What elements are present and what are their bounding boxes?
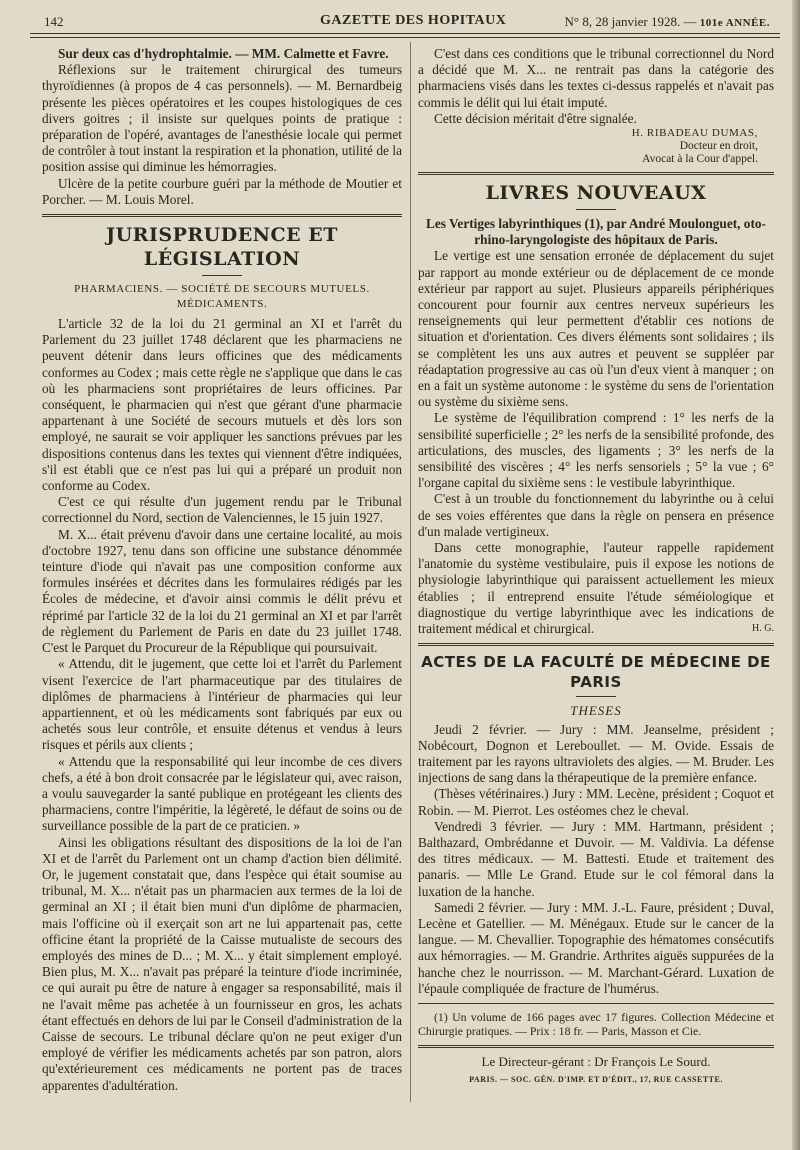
- page-edge-shadow: [792, 0, 800, 1150]
- theses-entry: (Thèses vétérinaires.) Jury : MM. Lecène, président ; Coquot et Robin. — M. Pierrot. Les ostéomes chez le cheval.: [418, 786, 774, 818]
- livres-title: LIVRES NOUVEAUX: [485, 182, 707, 205]
- header-rule: [30, 37, 780, 38]
- jurisprudence-paragraph: « Attendu que la responsabilité qui leur incombe de ces divers chefs, a été à bon droit consacrée par le législateur qui, avec raison, a voulu sauvegarder la santé publique en protégeant les clients des pharmaciens, contre l'impéritie, la légèreté, le défaut de soins ou de surveillance possible de la part de ce praticien. »: [42, 753, 402, 834]
- theses-entry: Jeudi 2 février. — Jury : MM. Jeanselme, président ; Nobécourt, Dognon et Lereboullet. — M. Ovide. Essais de traitement par les rayons ultraviolets des algies. — M. Bruder. Les injections de sang dans la thérapeutique de la première enfance.: [418, 721, 774, 786]
- item-hydrophtalmie: Sur deux cas d'hydrophtalmie. — MM. Calmette et Favre.: [58, 46, 389, 61]
- title-rule: [576, 209, 616, 210]
- book-paragraph: C'est à un trouble du fonctionnement du labyrinthe ou à celui de ses voies efférentes que dans la règle on pensera en présence d'un malade vertigineux.: [418, 491, 774, 539]
- signature-title: Avocat à la Cour d'appel.: [642, 153, 758, 166]
- column-divider: [410, 42, 411, 1102]
- book-paragraph: Le système de l'équilibration comprend : 1° les nerfs de la sensibilité superficielle ; 2° les nerfs de la sensibilité profonde, des articulations, des muscles, des ligaments ; 3° les nerfs de la sensibilité des viscères ; 4° les nerfs sensoriels ; 5° la vue ; 6° l'organe capital du sixième sens : le vestibule labyrinthique.: [418, 410, 774, 491]
- title-rule: [576, 696, 616, 697]
- book-heading: Les Vertiges labyrinthiques (1), par André Moulonguet, oto-rhino-laryngologiste des hôpitaux de Paris.: [426, 216, 766, 248]
- right-column: [418, 46, 774, 1088]
- page-header: [30, 8, 780, 34]
- item-thyroid: Réflexions sur le traitement chirurgical des tumeurs thyroïdiennes (à propos de 4 cas personnels). — M. Bernardbeig présente les pièces opératoires et les coupes histologiques de ces divers goitres ; il insiste sur quelques points de pratique : préparation de l'opéré, avantages de l'anesthésie locale qui permet de contrôler à tout instant la respiration et la phonation, utilité de la position assise qui diminue les hémorragies.: [42, 62, 402, 175]
- theses-label: THESES: [570, 703, 622, 719]
- actes-title: ACTES DE LA FACULTÉ DE MÉDECINE DE PARIS: [421, 653, 771, 692]
- jurisprudence-paragraph: M. X... était prévenu d'avoir dans une certaine localité, au mois d'octobre 1927, tenu dans son officine une substance dénommée teinture d'iode qui n'avait pas une composition conforme aux formules insérées et décrites dans les formulaires rédigés par les Écoles de médecine, et d'avoir ainsi commis le délit prévu et réprimé par l'article 32 de la loi du 21 germinal an XI et par l'arrêt de règlement du Parlement de Paris en date du 23 juillet 1748. C'est le Parquet du Procureur de la République qui poursuivait.: [42, 526, 402, 656]
- jurisprudence-paragraph: « Attendu, dit le jugement, que cette loi et l'arrêt du Parlement visent l'exercice de l'art pharmaceutique par des titulaires de diplômes de pharmaciens à l'intérieur de pharmacies qui leur appartiennent, et où les médicaments sont fabriqués par eux ou achetés sous leur contrôle, et ensuite détenus et vendus à leurs risques et périls aux clients ;: [42, 656, 402, 753]
- jurisprudence-paragraph: C'est ce qui résulte d'un jugement rendu par le Tribunal correctionnel du Nord, section de Valenciennes, le 15 juin 1927.: [42, 494, 402, 526]
- section-rule: [418, 172, 774, 175]
- signature-title: Docteur en droit,: [679, 140, 758, 153]
- issue-info: [565, 14, 770, 30]
- jurisprudence-paragraph: Cette décision méritait d'être signalée.: [434, 110, 637, 126]
- section-rule: [418, 1045, 774, 1048]
- year-label: 101e ANNÉE.: [699, 17, 770, 29]
- jurisprudence-subhead: PHARMACIENS. — SOCIÉTÉ DE SECOURS MUTUELS. MÉDICAMENTS.: [74, 283, 370, 311]
- left-column: [42, 46, 402, 1094]
- theses-entry: Samedi 2 février. — Jury : MM. J.-L. Faure, président ; Duval, Lecène et Gatellier. — M. Ménégaux. Etude sur le cancer de la langue. — M. Chevallier. Topographie des hématomes consécutifs aux hémorragies. — M. Grandrie. Arthrites aiguës suppurées de la hanche chez le nourrisson. — M. Marchant-Gérard. Luxation de l'épaule compliquée de fracture de l'humérus.: [418, 899, 774, 996]
- jurisprudence-paragraph: Ainsi les obligations résultant des dispositions de la loi de l'an XI et de l'arrêt du Parlement ont un champ d'action bien délimité. Or, le jugement constatait que, dans l'espèce qui était soumise au tribunal, M. X... n'était pas un pharmacien aux termes de la loi de germinal an XI ; il était bien muni d'un diplôme de pharmacien, mais l'officine où il exerçait son art ne lui appartenait pas, cette officine étant la propriété de la Caisse mutualiste de secours des employés des mines de D... ; M. X... y était simplement employé. Bien plus, M. X... n'avait pas préparé la teinture d'iode incriminée, ce qui aurait pu être de nature à engager sa responsabilité, mais il ne l'avait même pas achetée à un fournisseur en gros, les achats étant effectués en dehors de lui par le Conseil d'administration de la Caisse de secours. Le tribunal déclare qu'on ne peut exiger d'un employé de vérifier les médicaments achetés par son patron, alors qu'extérieurement ces médicaments ne portent pas de traces apparentes d'adultération.: [42, 834, 402, 1093]
- footnote-rule: [418, 1003, 774, 1004]
- page-number: 142: [44, 14, 64, 29]
- directeur-gerant: Le Directeur-gérant : Dr François Le Sourd.: [481, 1053, 711, 1069]
- issue-number: N° 8, 28 janvier 1928. —: [564, 14, 697, 29]
- section-rule: [42, 214, 402, 217]
- jurisprudence-title: JURISPRUDENCE ET LÉGISLATION: [106, 224, 338, 271]
- theses-entry: Vendredi 3 février. — Jury : MM. Hartmann, président ; Balthazard, Ombrédanne et Duvoir. — M. Valdivia. La défense des titres médicaux. — M. Battesti. Etude et traitement des panaris. — Mlle Le Grand. Etude sur le col fémoral dans la luxation de la hanche.: [418, 818, 774, 899]
- book-paragraph: [418, 540, 774, 637]
- journal-title: GAZETTE DES HOPITAUX: [320, 13, 507, 28]
- book-review-signature: H. G.: [752, 623, 774, 635]
- footnote: (1) Un volume de 166 pages avec 17 figures. Collection Médecine et Chirurgie pratiques. — Prix : 18 fr. — Paris, Masson et Cie.: [418, 1009, 774, 1039]
- printer-line: PARIS. — SOC. GÉN. D'IMP. ET D'ÉDIT., 17, RUE CASSETTE.: [469, 1075, 723, 1085]
- book-paragraph: Le vertige est une sensation erronée de déplacement du sujet par rapport au monde extérieur ou de déplacement de ce monde extérieur par rapport au sujet. Plusieurs appareils périphériques concourent pour fournir aux centres nerveux supérieurs les renseignements qui leur permettent d'établir ces notions de situation et d'orientation. Ces divers éléments sont solidaires ; ils se complètent les uns aux autres et peuvent se suppléer par réadaptation progressive au cas où l'un d'eux vient à manquer ; on en a fait un système autonome : le système du sens de l'orientation ou système du sixième sens.: [418, 248, 774, 410]
- section-rule: [418, 643, 774, 646]
- author-signature: [418, 127, 774, 166]
- title-rule: [202, 275, 242, 276]
- book-paragraph-text: Dans cette monographie, l'auteur rappelle rapidement l'anatomie du système vestibulaire, puis il expose les notions de physiologie labyrinthique qui paraissent actuellement les mieux établies ; il entreprend ensuite l'étude séméiologique et diagnostique du vertige labyrinthique avec les indications de traitement médical et chirurgical.: [418, 540, 774, 637]
- jurisprudence-paragraph: C'est dans ces conditions que le tribunal correctionnel du Nord a décidé que M. X... ne rentrait pas dans la catégorie des pharmaciens visés dans les textes ci-dessus rappelés et n'avait pas commis le délit qui lui était imputé.: [418, 46, 774, 110]
- item-ulcere: Ulcère de la petite courbure guéri par la méthode de Moutier et Porcher. — M. Louis Morel.: [42, 175, 402, 207]
- jurisprudence-paragraph: L'article 32 de la loi du 21 germinal an XI et l'arrêt du Parlement du 23 juillet 1748 déclarent que les pharmaciens ne peuvent détenir dans leurs officines que des médicaments conformes au Codex ; mais cette règle ne s'applique que dans le cas où les pharmaciens sont propriétaires de leurs officines. Par conséquent, le pharmacien qui n'est que gérant d'une pharmacie appartenant à une Société de secours mutuels et dès lors son employé, ne saurait se voir appliquer les sanctions prévues par les dispositions contenus dans les textes qui viennent d'être indiquées, s'il est établi que ce n'est pas lui qui a préparé un produit non conforme au Codex.: [42, 316, 402, 494]
- signature-name: H. RIBADEAU DUMAS,: [631, 127, 758, 140]
